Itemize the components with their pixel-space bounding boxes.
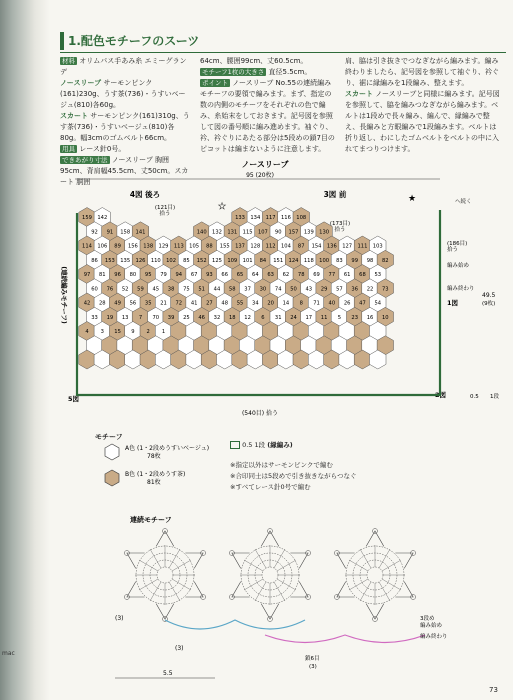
motif-number: 84 [259, 257, 267, 264]
start-label: 編み始め [447, 263, 470, 269]
motif-number: 139 [303, 229, 314, 236]
motif-number: 44 [213, 286, 221, 293]
chain-count: 鎖6目 [305, 656, 320, 662]
motif-number: 42 [83, 300, 91, 307]
motif-number: 47 [359, 300, 366, 307]
fig1-label: 1図 [447, 299, 459, 307]
motif-number: 141 [135, 229, 146, 236]
page-title: 1.配色モチーフのスーツ [68, 34, 200, 48]
motif-number: 33 [91, 314, 98, 321]
note-2: ※合印同士は5段めで引き抜きながらつなぐ [230, 472, 357, 480]
motif-number: 26 [343, 300, 351, 307]
loop-label-2: (3) [115, 615, 124, 622]
motif-symbols [124, 529, 415, 622]
motif-number: 8 [299, 300, 303, 307]
motif-number: 56 [129, 300, 137, 307]
col2-text1: 64cm、腰囲99cm、丈60.5cm。 [200, 57, 308, 65]
page-number: 73 [489, 686, 498, 694]
motif-number: 68 [359, 272, 366, 278]
motif-number: 69 [313, 272, 320, 278]
motif-number: 78 [297, 272, 305, 278]
motif-number: 136 [326, 243, 337, 250]
materials-text: オリムパス手あみ糸 エミーグランデ [60, 57, 187, 76]
motif-number: 117 [265, 215, 276, 221]
crochet-motif [334, 529, 415, 622]
motif-number: 97 [83, 272, 91, 278]
size-tag: できあがり寸法 [62, 156, 108, 164]
motif-a-label: A色 (1・2段めうすいベージュ) [125, 445, 210, 452]
neck-front-sub: 拾う [334, 227, 346, 233]
motif-number: 140 [196, 229, 207, 236]
motif-number: 138 [143, 243, 154, 250]
crochet-motif [229, 529, 310, 622]
motif-number: 24 [290, 314, 297, 321]
motif-number: 135 [120, 257, 131, 264]
gauge-tag: モチーフ1枚の大きさ [202, 68, 265, 76]
chain-title: 連続モチーフ [130, 516, 172, 524]
motif-number: 21 [160, 300, 167, 307]
neck-back-label: (121目) [154, 205, 176, 211]
motif-number: 151 [273, 257, 284, 264]
motif-number: 67 [190, 272, 198, 278]
legend-title: モチーフ [95, 433, 123, 441]
motif-number: 48 [221, 300, 229, 307]
motif-number: 132 [212, 229, 222, 236]
motif-number: 115 [242, 229, 253, 236]
motif-number: 74 [274, 286, 282, 293]
motif-number: 18 [228, 314, 236, 321]
size-text: ノースリーブ 胸囲95cm、背肩幅45.5cm、丈50cm。スカート 胴囲 [60, 156, 189, 186]
back-label: 4図 後ろ [129, 190, 161, 199]
motif-number: 25 [183, 314, 190, 321]
motif-number: 153 [104, 257, 115, 264]
motif-number: 10 [382, 314, 389, 321]
motif-number: 28 [98, 300, 106, 307]
motif-number: 95 [144, 272, 152, 278]
motif-number: 83 [336, 257, 343, 264]
tools-tag: 用具 [62, 145, 75, 153]
title-accent [60, 32, 64, 50]
motif-number: 86 [91, 257, 98, 264]
gauge-text: 直径5.5cm。 [268, 68, 312, 76]
motif-number: 94 [175, 272, 183, 278]
note-3: ※すべてレース針0号で編む [230, 483, 311, 491]
crochet-motif [124, 529, 205, 622]
motif-number: 41 [190, 300, 198, 307]
motif-number: 55 [236, 300, 244, 307]
motif-number: 93 [206, 272, 213, 278]
motif-number: 105 [189, 243, 200, 250]
motif-number: 7 [138, 314, 143, 321]
col3-skirt-label: スカート [345, 90, 373, 98]
edge-swatch [230, 441, 240, 449]
motif-grid [79, 208, 394, 370]
motif-number: 111 [357, 243, 368, 250]
title-bar [60, 30, 506, 53]
motif-number: 5 [337, 314, 342, 321]
edge-legend-rows: 1段 [254, 441, 266, 449]
motif-number: 106 [97, 243, 108, 250]
motif-number: 79 [160, 272, 167, 278]
motif-number: 103 [372, 243, 383, 250]
motif-number: 100 [319, 257, 330, 264]
motif-number: 99 [351, 257, 359, 264]
motif-number: 80 [129, 272, 137, 278]
motif-number: 130 [319, 229, 330, 236]
row3-sub: 編み始め [420, 623, 443, 629]
motif-number: 101 [242, 257, 253, 264]
materials-tag: 材料 [62, 57, 75, 65]
motif-number: 73 [382, 286, 389, 293]
motif-number: 70 [152, 314, 160, 321]
fig2-label: 2図 [435, 391, 447, 399]
motif-a-swatch [105, 444, 119, 460]
height-sub: (9枚) [482, 301, 496, 307]
motif-number: 157 [288, 229, 299, 236]
motif-number: 112 [265, 243, 276, 250]
motif-number: 81 [98, 272, 106, 278]
motif-number: 133 [235, 215, 245, 221]
motif-number: 27 [206, 300, 213, 307]
motif-number: 155 [219, 243, 230, 250]
edge-legend-title: (縁編み) [267, 441, 293, 449]
motif-number: 4 [85, 329, 89, 335]
skirt-label: スカート [60, 112, 88, 120]
motif-number: 38 [167, 286, 175, 293]
motif-number: 45 [152, 286, 160, 293]
motif-number: 88 [206, 243, 213, 250]
motif-number: 12 [244, 314, 251, 321]
motif-number: 66 [221, 272, 229, 278]
motif-number: 6 [261, 314, 265, 321]
motif-number: 108 [296, 215, 307, 221]
height-label: 49.5 [482, 292, 496, 299]
motif-number: 30 [259, 286, 267, 293]
motif-number: 85 [183, 257, 190, 264]
motif-number: 43 [305, 286, 313, 293]
motif-number: 113 [173, 243, 184, 250]
motif-b-count: 81枚 [147, 479, 161, 486]
note-1: ※指定以外はサーモンピンクで編む [230, 461, 333, 469]
col3-skirt-text: ノースリーブと同様に編みます。記号図を参照して、脇を編みつなぎながら編みます。ベルトは1段めで長々編み、編んで、縁編みで整え、長編みと方眼編みで1段編みます。ベルトは折り返し、わにしたゴムベルトをベルトの中に入れてまつりつけます。 [345, 90, 500, 153]
motif-number: 57 [336, 286, 343, 293]
motif-number: 58 [228, 286, 236, 293]
motif-number: 32 [213, 314, 221, 321]
diagram-title: ノースリーブ [241, 160, 289, 169]
motif-number: 76 [106, 286, 114, 293]
column-finish [345, 56, 500, 155]
edge-label: へ続く [455, 199, 472, 205]
motif-number: 152 [196, 257, 207, 264]
tools-text: レース針0号。 [79, 145, 126, 153]
column-point [200, 56, 335, 155]
motif-size-label: 5.5 [163, 670, 173, 677]
neck-front-label: (173目) [329, 221, 351, 227]
motif-number: 50 [290, 286, 297, 293]
nosleeve-diagram [50, 155, 513, 425]
motif-number: 63 [267, 272, 274, 278]
gutter-label: mac [2, 650, 15, 657]
armhole-sub: 拾う [447, 247, 459, 253]
fig5-label: 5図 [68, 395, 80, 403]
motif-number: 3 [100, 329, 104, 335]
motif-number: 62 [282, 272, 290, 278]
motif-number: 82 [382, 257, 389, 264]
motif-number: 127 [342, 243, 353, 250]
motif-number: 59 [137, 286, 144, 293]
notes [230, 440, 490, 493]
motif-number: 29 [320, 286, 328, 293]
motif-number: 124 [288, 257, 299, 264]
motif-number: 116 [280, 215, 291, 221]
motif-number: 92 [91, 229, 98, 236]
motif-number: 51 [198, 286, 205, 293]
neck-back-sub: 拾う [159, 211, 171, 217]
point-tag: ポイント [202, 79, 228, 87]
book-spine [0, 0, 50, 700]
motif-number: 96 [114, 272, 121, 278]
motif-number: 65 [236, 272, 244, 278]
star-outline-icon: ★ [218, 202, 227, 212]
front-label: 3図 前 [323, 190, 347, 199]
motif-b-label: B色 (1・2段めうす茶) [125, 471, 186, 478]
motif-number: 20 [267, 300, 274, 307]
motif-number: 110 [150, 257, 161, 264]
motif-number: 98 [366, 257, 374, 264]
motif-number: 109 [227, 257, 238, 264]
motif-number: 90 [274, 229, 282, 236]
motif-number: 46 [198, 314, 205, 321]
star-icon: ★ [408, 194, 417, 204]
motif-number: 61 [343, 272, 351, 278]
edge-rows: 1段 [490, 394, 499, 400]
armhole-label: (186目) [447, 241, 468, 247]
motif-number: 118 [303, 257, 314, 264]
motif-number: 154 [311, 243, 322, 250]
motif-number: 131 [227, 229, 238, 236]
motif-number: 64 [252, 272, 259, 278]
end-label: 編み終わり [447, 286, 475, 292]
motif-number: 107 [257, 229, 268, 236]
motif-number: 142 [97, 215, 108, 221]
motif-number: 37 [244, 286, 251, 293]
motif-number: 159 [82, 215, 92, 221]
motif-number: 15 [114, 329, 121, 335]
motif-number: 126 [135, 257, 146, 264]
motif-number: 71 [313, 300, 320, 307]
width-label: 95 (20枚) [246, 172, 274, 179]
motif-number: 114 [82, 243, 92, 250]
motif-number: 52 [121, 286, 129, 293]
motif-number: 35 [144, 300, 152, 307]
motif-number: 22 [366, 286, 374, 293]
motif-number: 19 [106, 314, 114, 321]
motif-number: 14 [282, 300, 290, 307]
loop-label: (3) [175, 645, 184, 652]
motif-number: 53 [374, 272, 382, 278]
motif-number: 17 [305, 314, 313, 321]
chain-count-sub: (3) [309, 664, 317, 670]
motif-number: 16 [366, 314, 374, 321]
motif-number: 11 [320, 314, 328, 321]
motif-number: 129 [158, 243, 169, 250]
motif-number: 87 [297, 243, 305, 250]
edge-legend [230, 440, 490, 454]
edge-legend-dim: 0.5 [242, 441, 253, 449]
chain-end-label: 編み終わり [420, 634, 448, 640]
motif-number: 1 [161, 329, 166, 335]
motif-number: 54 [374, 300, 382, 307]
motif-number: 13 [121, 314, 129, 321]
motif-number: 104 [280, 243, 291, 250]
skirt-text: サーモンピンク(161)310g、うす茶(736)・うすいベージュ(810)各80g。幅3cmのゴムベルト66cm。 [60, 112, 190, 142]
nosleeve-label: ノースリーブ [60, 79, 102, 87]
motif-number: 156 [127, 243, 138, 250]
motif-number: 75 [183, 286, 190, 293]
motif-number: 60 [91, 286, 98, 293]
motif-number: 39 [167, 314, 175, 321]
continuous-motif-chart [95, 500, 505, 690]
motif-number: 9 [131, 329, 135, 335]
motif-number: 125 [212, 257, 222, 264]
edge-depth: 0.5 [470, 394, 479, 400]
motif-number: 77 [328, 272, 336, 278]
motif-number: 128 [250, 243, 261, 250]
motif-number: 102 [166, 257, 177, 264]
motif-a-count: 78枚 [147, 453, 161, 460]
motif-number: 134 [250, 215, 261, 221]
side-label: (連続編みモチーフ) [60, 266, 68, 324]
motif-number: 49 [114, 300, 121, 307]
motif-number: 23 [351, 314, 359, 321]
motif-number: 2 [146, 329, 150, 335]
motif-number: 34 [252, 300, 259, 307]
col3-text1: 肩、脇は引き抜きでつなぎながら編みます。編み終わりましたら、記号図を参照して袖ぐり、衿ぐり、裾に縁編みを1段編み、整えます。 [345, 57, 499, 87]
motif-number: 91 [106, 229, 114, 236]
motif-number: 72 [175, 300, 183, 307]
motif-number: 31 [274, 314, 282, 321]
nosleeve-text: サーモンピンク(161)230g、うす茶(736)・うすいベージュ(810)各60g。 [60, 79, 186, 109]
bottom-label: (540目) 拾う [241, 410, 279, 417]
motif-number: 158 [120, 229, 131, 236]
motif-number: 137 [235, 243, 245, 250]
motif-number: 89 [114, 243, 121, 250]
point-text: ノースリーブ No.55の連続編みモチーフの要領で編みます。まず、指定の数の内側のモチーフをそれぞれの色で編み、糸始末をしておきます。記号図を参照して図の番号順に編み進めます。袖ぐり、衿、衿ぐりにあたる部分は5段めの鎖7目のピコットは編まないように注意します。 [200, 79, 335, 153]
motif-number: 40 [328, 300, 336, 307]
motif-number: 36 [351, 286, 359, 293]
motif-b-swatch [105, 470, 119, 486]
row3-label: 3段め [420, 616, 435, 622]
